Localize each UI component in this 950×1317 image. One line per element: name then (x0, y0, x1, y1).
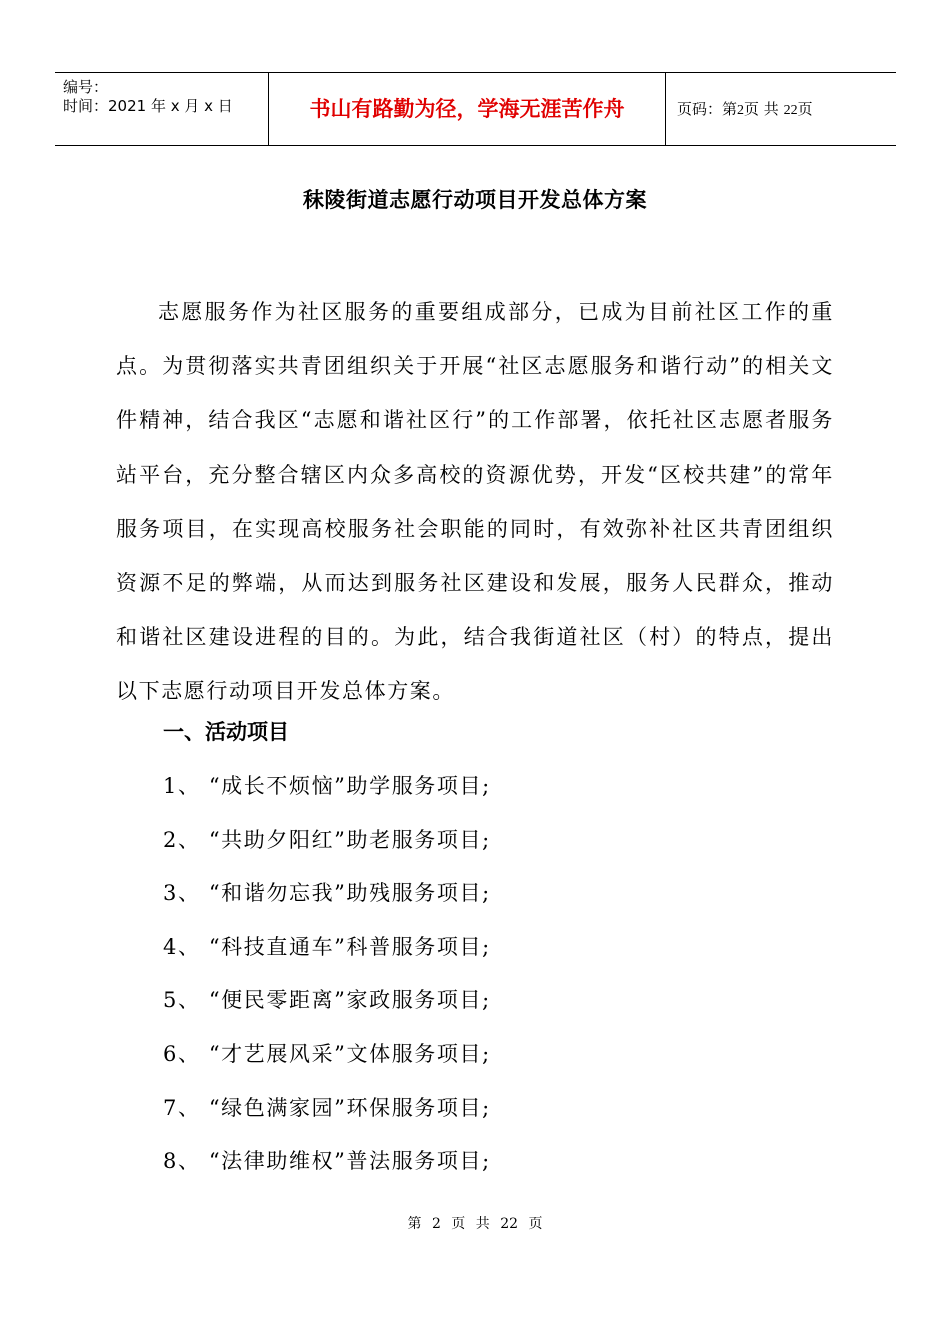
page-total: 22 (783, 103, 798, 118)
intro-paragraph: 志愿服务作为社区服务的重要组成部分，已成为目前社区工作的重点。为贯彻落实共青团组织关于开展“社区志愿服务和谐行动”的相关文件精神，结合我区“志愿和谐社区行”的工作部署，依托社区志愿者服务站平台，充分整合辖区内众多高校的资源优势，开发“区校共建”的常年服务项目，在实现高校服务社会职能的同时，有效弥补社区共青团组织资源不足的弊端，从而达到服务社区建设和发展，服务人民群众，推动和谐社区建设进程的目的。为此，结合我街道社区（村）的特点，提出以下志愿行动项目开发总体方案。 (116, 300, 834, 704)
header-divider-right (665, 73, 666, 145)
page-suffix: 页 (797, 100, 813, 118)
list-item: 4、 “科技直通车”科普服务项目; (163, 934, 491, 959)
header-meta (63, 78, 233, 116)
page-mid: 页 共 (744, 100, 779, 118)
list-item: 5、 “便民零距离”家政服务项目; (163, 988, 491, 1013)
list-item: 2、 “共助夕阳红”助老服务项目; (163, 827, 491, 852)
list-item: 3、 “和谐勿忘我”助残服务项目; (163, 881, 491, 906)
document-date-label: 时间：2021 年 x 月 x 日 (63, 97, 233, 115)
list-item: 8、 “法律助维权”普法服务项目; (163, 1149, 491, 1174)
section-heading: 一、活动项目 (163, 720, 289, 744)
project-list (163, 768, 491, 1197)
header-motto: 书山有路勤为径，学海无涯苦作舟 (309, 97, 625, 121)
page-current: 2 (737, 103, 745, 118)
page-prefix: 页码：第 (677, 100, 738, 118)
header-page-number (677, 73, 813, 145)
document-number-label: 编号： (63, 78, 109, 96)
list-item: 6、 “才艺展风采”文体服务项目; (163, 1041, 491, 1066)
list-item: 1、 “成长不烦恼”助学服务项目; (163, 774, 491, 798)
page-header (55, 72, 896, 146)
page-footer: 第 2 页 共 22 页 (407, 1216, 543, 1232)
list-item: 7、 “绿色满家园”环保服务项目; (163, 1095, 491, 1120)
document-title: 秣陵街道志愿行动项目开发总体方案 (303, 188, 647, 212)
